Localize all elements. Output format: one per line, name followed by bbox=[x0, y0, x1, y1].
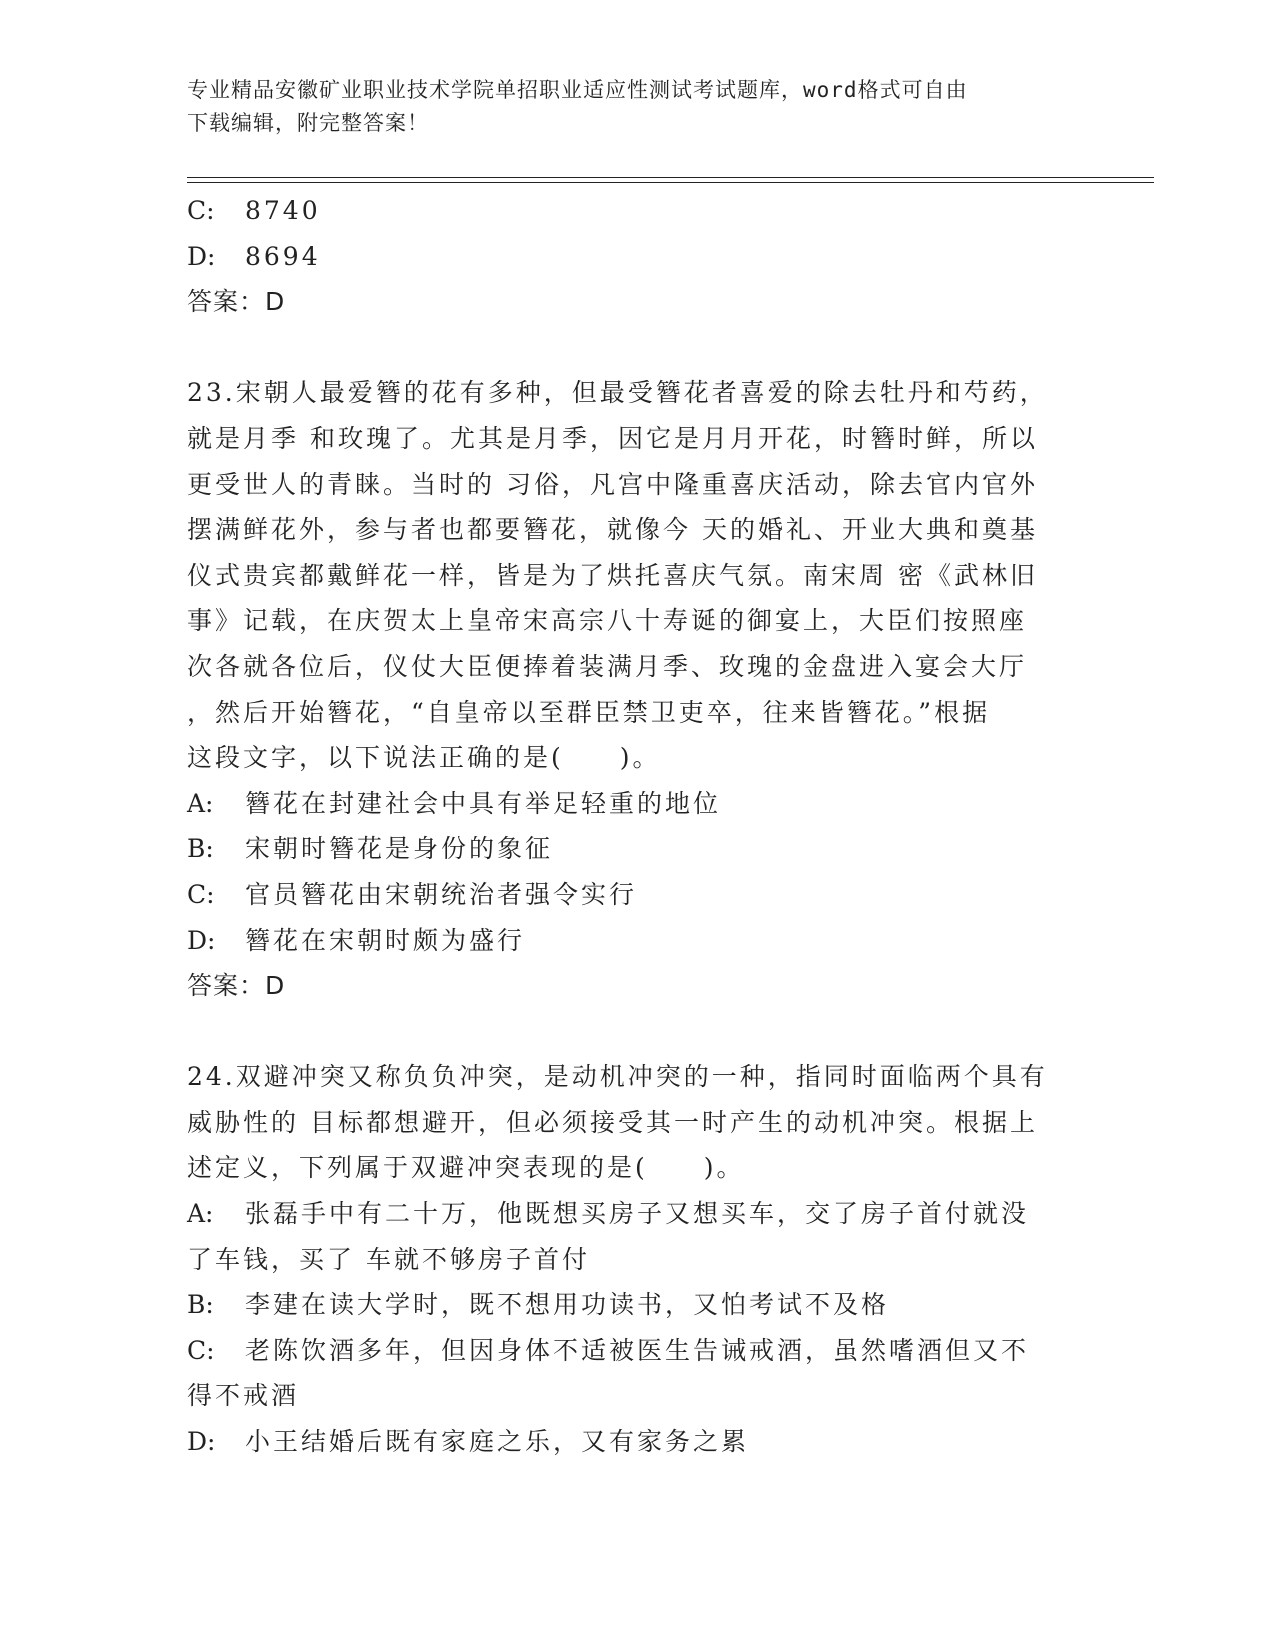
q24-stem bbox=[187, 1054, 1087, 1191]
q23-option-c bbox=[187, 872, 1087, 918]
header-divider-top bbox=[187, 177, 1154, 178]
q22-option-c bbox=[187, 188, 1087, 234]
q23-stem-line: 这段文字，以下说法正确的是( )。 bbox=[187, 743, 661, 773]
option-text: 8694 bbox=[245, 241, 321, 271]
header-divider-bottom bbox=[187, 182, 1154, 183]
q24-option-d bbox=[187, 1419, 1087, 1465]
q24-option-b bbox=[187, 1282, 1087, 1328]
option-label: C: bbox=[187, 196, 215, 225]
header-line-1: 专业精品安徽矿业职业技术学院单招职业适应性测试考试题库，word格式可自由 bbox=[187, 78, 968, 102]
option-text: 张磊手中有二十万，他既想买房子又想买车，交了房子首付就没 bbox=[245, 1199, 1030, 1229]
option-label: D: bbox=[187, 241, 216, 271]
option-label: C: bbox=[187, 879, 215, 909]
option-label: B: bbox=[187, 834, 214, 864]
q23-option-a bbox=[187, 781, 1087, 827]
page-header bbox=[187, 74, 1087, 140]
option-text: 簪花在封建社会中具有举足轻重的地位 bbox=[245, 788, 722, 818]
option-text: 小王结婚后既有家庭之乐，又有家务之累 bbox=[245, 1427, 750, 1457]
header-line-2: 下载编辑，附完整答案！ bbox=[187, 111, 429, 135]
option-label: C: bbox=[187, 1335, 215, 1365]
option-label: D: bbox=[187, 925, 216, 955]
q23-stem-line: 摆满鲜花外，参与者也都要簪花，就像今 天的婚礼、开业大典和奠基 bbox=[187, 515, 1038, 545]
q23-stem-line: 23.宋朝人最爱簪的花有多种，但最受簪花者喜爱的除去牡丹和芍药， bbox=[187, 378, 1048, 408]
option-label: A: bbox=[187, 788, 214, 818]
q23-answer: 答案：D bbox=[187, 971, 286, 1001]
option-text: 官员簪花由宋朝统治者强令实行 bbox=[245, 879, 638, 909]
q23-stem-line: 次各就各位后，仪仗大臣便捧着装满月季、玫瑰的金盘进入宴会大厅 bbox=[187, 651, 1028, 681]
q24-option-c-continued: 得不戒酒 bbox=[187, 1381, 300, 1411]
q23-stem-line: 更受世人的青睐。当时的 习俗，凡宫中隆重喜庆活动，除去官内官外 bbox=[187, 469, 1038, 499]
option-label: D: bbox=[187, 1427, 216, 1457]
spacer bbox=[187, 1009, 1087, 1055]
option-text: 宋朝时簪花是身份的象征 bbox=[245, 834, 554, 864]
q24-option-a-continued: 了车钱，买了 车就不够房子首付 bbox=[187, 1244, 590, 1274]
option-text: 老陈饮酒多年，但因身体不适被医生告诫戒酒，虽然嗜酒但又不 bbox=[245, 1335, 1030, 1365]
q23-option-d bbox=[187, 918, 1087, 964]
option-text: 8740 bbox=[245, 196, 321, 225]
q22-option-d bbox=[187, 234, 1087, 280]
q23-stem-line: 仪式贵宾都戴鲜花一样，皆是为了烘托喜庆气氛。南宋周 密《武林旧 bbox=[187, 560, 1038, 590]
option-text: 李建在读大学时，既不想用功读书，又怕考试不及格 bbox=[245, 1290, 890, 1320]
q22-answer: 答案：D bbox=[187, 287, 286, 317]
q24-option-a bbox=[187, 1191, 1087, 1237]
document-body bbox=[187, 188, 1087, 1465]
q23-option-b bbox=[187, 826, 1087, 872]
q23-stem-line: ，然后开始簪花，“自皇帝以至群臣禁卫吏卒，往来皆簪花。”根据 bbox=[187, 697, 991, 727]
q23-stem-line: 事》记载，在庆贺太上皇帝宋高宗八十寿诞的御宴上，大臣们按照座 bbox=[187, 606, 1028, 636]
spacer bbox=[187, 325, 1087, 371]
q24-option-c bbox=[187, 1328, 1087, 1374]
option-text: 簪花在宋朝时颇为盛行 bbox=[245, 925, 526, 955]
q23-stem bbox=[187, 370, 1087, 780]
option-label: B: bbox=[187, 1290, 214, 1320]
q24-stem-line: 述定义，下列属于双避冲突表现的是( )。 bbox=[187, 1153, 745, 1183]
q23-stem-line: 就是月季 和玫瑰了。尤其是月季，因它是月月开花，时簪时鲜，所以 bbox=[187, 423, 1038, 453]
q24-stem-line: 威胁性的 目标都想避开，但必须接受其一时产生的动机冲突。根据上 bbox=[187, 1107, 1038, 1137]
option-label: A: bbox=[187, 1199, 214, 1229]
q24-stem-line: 24.双避冲突又称负负冲突，是动机冲突的一种，指同时面临两个具有 bbox=[187, 1062, 1048, 1092]
